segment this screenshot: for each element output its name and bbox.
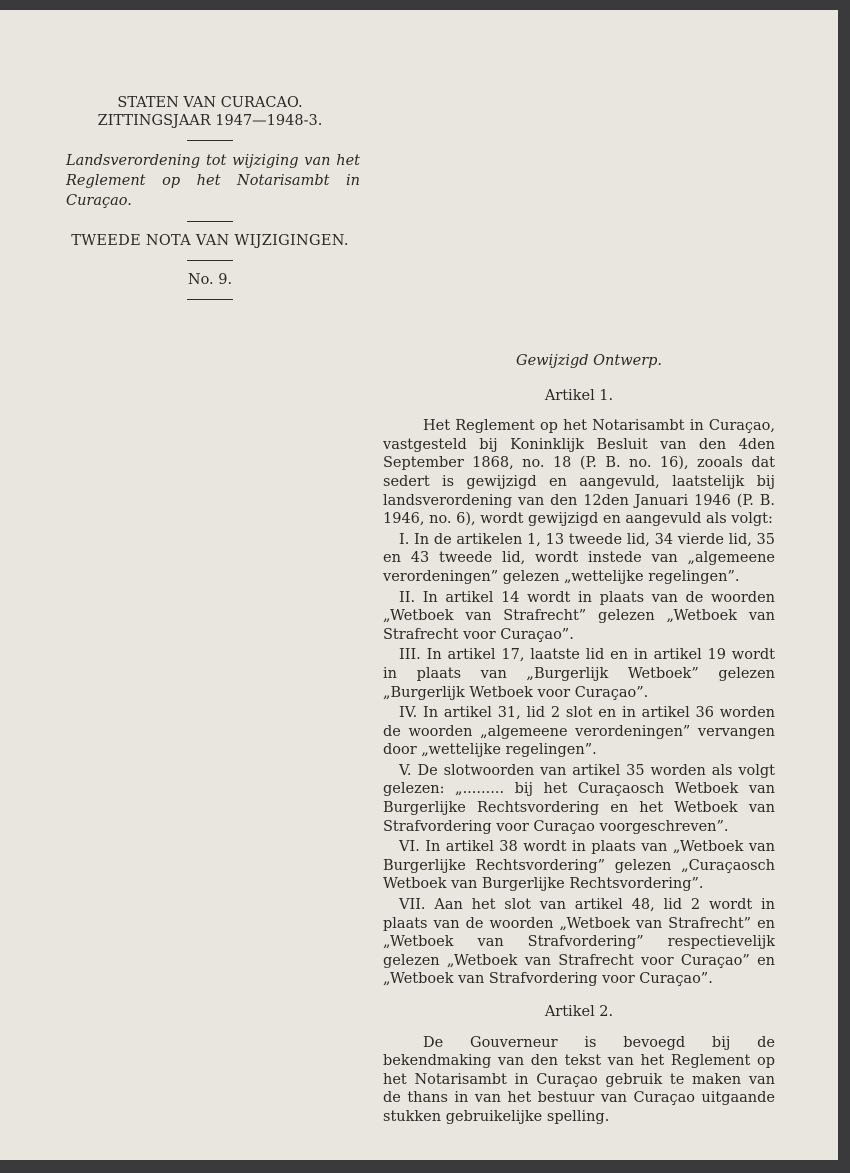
header-title: STATEN VAN CURACAO.: [117, 95, 303, 111]
divider: [187, 221, 233, 222]
header-session: ZITTINGSJAAR 1947—1948-3.: [97, 113, 323, 129]
amendment-item: III. In artikel 17, laatste lid en in artikel 19 wordt in plaats van „Burgerlijk Wetboek” gelezen „Burgerlijk Wetboek voor Curaçao”.: [383, 647, 775, 701]
amendment-item: IV. In artikel 31, lid 2 slot en in artikel 36 worden de woorden „algemeene verordeningen” vervangen door „wettelijke regelingen”.: [383, 705, 775, 759]
divider: [187, 299, 233, 300]
amendment-item: VI. In artikel 38 wordt in plaats van „Wetboek van Burgerlijke Rechtsvordering” gelezen „Curaçaosch Wetboek van Burgerlijke Rechtsvordering”.: [383, 839, 775, 893]
amendment-item: V. De slotwoorden van artikel 35 worden als volgt gelezen: „......... bij het Curaçaosch Wetboek van Burgerlijke Rechtsvordering en het Wetboek van Strafvordering voor Curaçao voorgeschreven”.: [383, 762, 775, 835]
nota-title: TWEEDE NOTA VAN WIJZIGINGEN.: [71, 233, 349, 249]
artikel-1-heading: Artikel 1.: [544, 387, 614, 404]
ontwerp-heading: Gewijzigd Ontwerp.: [515, 353, 663, 369]
subject-title: Landsverordening tot wijziging van het Reglement op het Notarisambt in Curaçao.: [66, 153, 360, 209]
amendment-item: I. In de artikelen 1, 13 tweede lid, 34 vierde lid, 35 en 43 tweede lid, wordt instede van „algemeene verordeningen” gelezen „wettelijke regelingen”.: [383, 531, 775, 585]
artikel-2-text: De Gouverneur is bevoegd bij de bekendmaking van den tekst van het Reglement op het Notarisambt in Curaçao gebruik te maken van de thans in van het bestuur van Curaçao uitgaande stukken gebruikelijke spelling.: [383, 1034, 775, 1125]
artikel-2-heading: Artikel 2.: [544, 1004, 614, 1020]
divider: [187, 140, 233, 141]
artikel-1-intro: Het Reglement op het Notarisambt in Curaçao, vastgesteld bij Koninklijk Besluit van den 4den September 1868, no. 18 (P. B. no. 16), zooals dat sedert is gewijzigd en aangevuld, laatstelijk bij landsverordening van den 12den Januari 1946 (P. B. 1946, no. 6), wordt gewijzigd en aangevuld als volgt:: [383, 418, 775, 528]
amendment-item: VII. Aan het slot van artikel 48, lid 2 wordt in plaats van de woorden „Wetboek van Strafrecht” en „Wetboek van Strafvordering” respectievelijk gelezen „Wetboek van Strafrecht voor Curaçao” en „Wetboek van Strafvordering voor Curaçao”.: [383, 897, 775, 988]
header-block: [60, 94, 360, 310]
document-page: [0, 10, 838, 1160]
document-number: No. 9.: [187, 272, 233, 288]
divider: [187, 260, 233, 261]
main-text: [383, 352, 775, 1127]
amendment-item: II. In artikel 14 wordt in plaats van de woorden „Wetboek van Strafrecht” gelezen „Wetboek van Strafrecht voor Curaçao”.: [383, 589, 775, 643]
